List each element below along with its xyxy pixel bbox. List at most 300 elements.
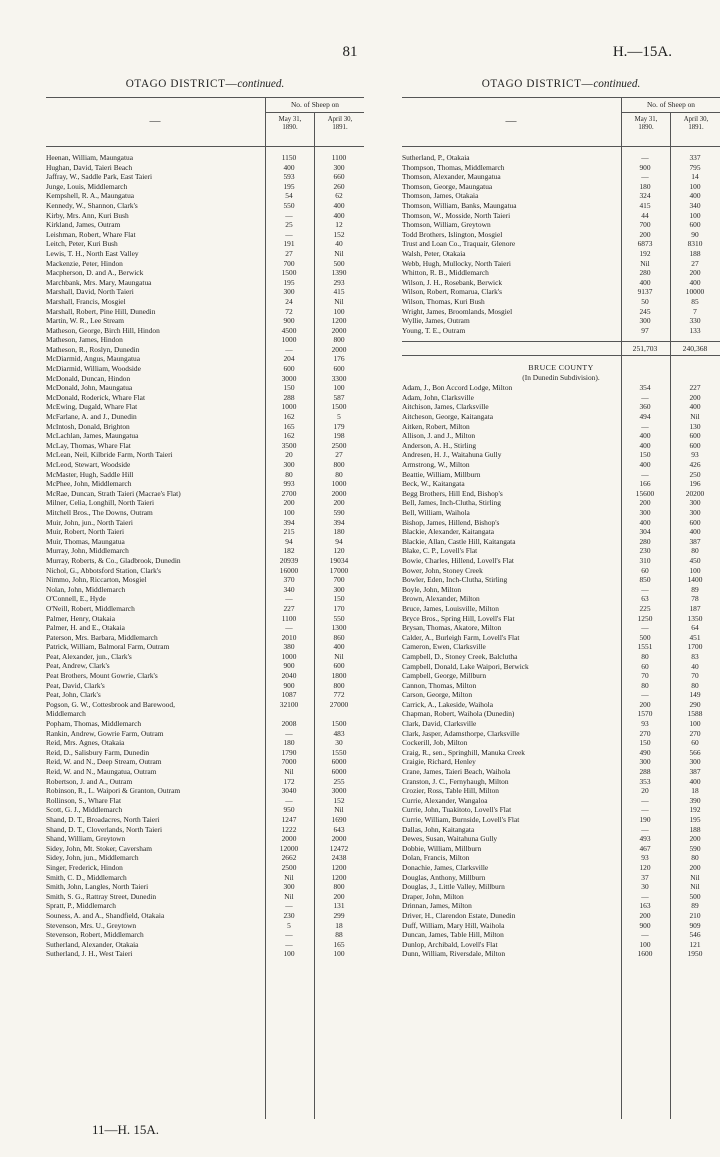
table-row [46, 748, 364, 758]
owner-name: Muir, Robert, North Taieri [46, 527, 125, 537]
table-row [402, 873, 720, 883]
sheep-1890: 16000 [279, 565, 299, 575]
col-1891-header: April 30, 1891. [327, 116, 353, 131]
sheep-1890: 200 [639, 910, 651, 920]
sheep-1890: — [285, 594, 293, 604]
sheep-1891: 100 [689, 181, 701, 191]
table-row [46, 901, 364, 911]
table-row [402, 326, 720, 336]
owner-name: Sidey, John, Mt. Stoker, Caversham [46, 843, 152, 853]
owner-name: McDiarmid, William, Woodside [46, 364, 141, 374]
table-row [46, 652, 364, 662]
table-row [402, 748, 720, 758]
sheep-1891: 300 [689, 757, 701, 767]
sheep-1891: 860 [333, 632, 345, 642]
sheep-1890: — [641, 690, 649, 700]
owner-name: Scott, G. J., Middlemarch [46, 805, 123, 815]
sheep-1891: 89 [691, 584, 699, 594]
owner-name: Campbell, D., Stoney Creek, Balclutha [402, 651, 518, 661]
owner-name: Martin, W. R., Lee Stream [46, 316, 124, 326]
owner-name: Armstrong, W., Milton [402, 460, 470, 470]
table-row [46, 393, 364, 403]
sheep-1890: — [641, 795, 649, 805]
owner-name: Marshall, Francis, Mosgiel [46, 296, 126, 306]
table-row [46, 882, 364, 892]
table-row [46, 940, 364, 950]
table-row [402, 402, 720, 412]
sheep-1891: 2000 [331, 344, 347, 354]
sheep-1890: 300 [283, 287, 295, 297]
owner-name: Campbell, Donald, Lake Waipori, Berwick [402, 661, 529, 671]
sheep-1890: 200 [639, 229, 651, 239]
table-row [402, 738, 720, 748]
owner-name: Reid, Mrs. Agnes, Otakaia [46, 738, 125, 748]
owner-name: Wilson, J. H., Rosebank, Berwick [402, 277, 503, 287]
sheep-1890: 1551 [637, 642, 653, 652]
owner-name: Spratt, P., Middlemarch [46, 901, 116, 911]
table-row [46, 623, 364, 633]
table-row [46, 681, 364, 691]
owner-name: Nolan, John, Middlemarch [46, 584, 126, 594]
table-row [402, 441, 720, 451]
table-row [402, 566, 720, 576]
sheep-1890: Nil [284, 872, 294, 882]
sheep-1891: 390 [689, 795, 701, 805]
sheep-1891: 85 [691, 296, 699, 306]
sheep-1890: 60 [641, 565, 649, 575]
table-row [46, 316, 364, 326]
owner-name: Reid, D., Salisbury Farm, Dunedin [46, 747, 150, 757]
owner-name: Reid, W. and N., Deep Stream, Outram [46, 757, 162, 767]
sheep-1890: 400 [639, 431, 651, 441]
table-row [402, 825, 720, 835]
owner-name: Popham, Thomas, Middlemarch [46, 719, 142, 729]
sheep-1891: 179 [333, 421, 345, 431]
table-row [46, 422, 364, 432]
sheep-1891: 188 [689, 248, 701, 258]
table-row [46, 307, 364, 317]
owner-name: Paterson, Mrs. Barbara, Middlemarch [46, 632, 158, 642]
owner-name: McMaster, Hugh, Saddle Hill [46, 469, 134, 479]
sheep-1891: 400 [689, 191, 701, 201]
sheep-1890: 288 [639, 767, 651, 777]
sheep-1890: — [641, 584, 649, 594]
sheep-1890: 310 [639, 555, 651, 565]
sheep-1890: 340 [283, 584, 295, 594]
table-row [402, 652, 720, 662]
table-row [46, 853, 364, 863]
owner-name: Heenan, William, Maungatua [46, 153, 133, 162]
owner-name: Marshall, Robert, Pine Hill, Dunedin [46, 306, 156, 316]
sheep-1890: — [641, 392, 649, 402]
owner-name: Thomson, William, Banks, Maungatua [402, 200, 517, 210]
sheep-1891: 40 [335, 239, 343, 249]
table-row [46, 709, 364, 719]
sheep-1890: 700 [283, 258, 295, 268]
owner-name: Leitch, Peter, Kuri Bush [46, 239, 118, 249]
owner-name: Lewis, T. H., North East Valley [46, 248, 139, 258]
sheep-1891: 200 [333, 498, 345, 508]
table-header [402, 97, 720, 147]
sheep-1890: 2000 [281, 834, 297, 844]
table-row [46, 335, 364, 345]
owner-name: McLeod, Stewart, Woodside [46, 460, 131, 469]
table-row [402, 163, 720, 173]
sheep-1891: 170 [333, 603, 345, 613]
table-row [402, 844, 720, 854]
owners-table [402, 153, 720, 959]
sheep-1891: 27 [691, 258, 699, 268]
sheep-1890: 2040 [281, 671, 297, 681]
sheep-1890: — [285, 210, 293, 220]
sheep-1891: 415 [333, 287, 345, 297]
sheep-1890: 180 [283, 738, 295, 748]
owner-name: Dobbie, William, Millburn [402, 843, 482, 853]
owner-name: Wright, James, Broomlands, Mosgiel [402, 306, 513, 316]
sheep-1890: 195 [283, 181, 295, 191]
sheep-1890: 2010 [281, 632, 297, 642]
owner-name: Dunlop, Archibald, Lovell's Flat [402, 939, 498, 949]
sheep-1890: 20 [641, 786, 649, 796]
sheep-1891: 590 [333, 507, 345, 517]
sheep-1890: 1600 [637, 949, 653, 959]
sheep-1890: 150 [283, 383, 295, 393]
table-row [402, 853, 720, 863]
sheep-1891: 500 [333, 258, 345, 268]
sheep-1891: 795 [689, 162, 701, 172]
sheep-1890: 288 [283, 392, 295, 402]
sheep-1890: 467 [639, 843, 651, 853]
sheep-1891: 1200 [331, 872, 347, 882]
table-row [46, 249, 364, 259]
sheep-1891: 566 [689, 747, 701, 757]
table-row [46, 268, 364, 278]
sheep-1891: 100 [333, 383, 345, 393]
sheep-1891: 64 [691, 623, 699, 633]
sheep-1891: 1690 [331, 814, 347, 824]
owner-name: Blackie, Alexander, Kaitangata [402, 527, 495, 537]
sheep-1890: 195 [283, 277, 295, 287]
sheep-1890: 1087 [281, 690, 297, 700]
sheep-count-header: No. of Sheep on [290, 100, 340, 109]
sheep-1890: — [285, 728, 293, 738]
owner-name: Palmer, H. and E., Otakaia [46, 623, 125, 633]
sheep-1891: 550 [333, 613, 345, 623]
owner-name: Thomson, George, Maungatua [402, 181, 493, 191]
sheep-1891: 18 [335, 920, 343, 930]
owner-name: Currie, William, Burnside, Lovell's Flat [402, 815, 520, 824]
owner-name: Patrick, William, Balmoral Farm, Outram [46, 642, 170, 652]
sheep-1890: Nil [640, 258, 650, 268]
owner-name: McDonald, Duncan, Hindon [46, 373, 131, 383]
table-row [46, 566, 364, 576]
sheep-1891: 300 [689, 508, 701, 517]
sheep-1891: 255 [333, 776, 345, 786]
sheep-1891: 152 [333, 229, 345, 239]
sheep-1891: 1950 [687, 949, 703, 959]
table-row [402, 307, 720, 317]
sheep-1891: Nil [334, 805, 344, 815]
table-row [402, 623, 720, 633]
owner-name: Allison, J. and J., Milton [402, 431, 476, 441]
sheep-1890: 80 [641, 680, 649, 690]
owner-name: Souness, A. and A., Shandfield, Otakaia [46, 910, 165, 920]
sheep-1891: 660 [333, 172, 345, 182]
owner-name: Muir, John, jun., North Taieri [46, 517, 133, 527]
owner-name: Draper, John, Milton [402, 891, 464, 901]
sheep-1890: 280 [639, 268, 651, 278]
table-row [46, 297, 364, 307]
table-row [402, 249, 720, 259]
document-reference: H.—15A. [612, 44, 672, 60]
sheep-1890: — [285, 930, 293, 940]
owner-name: Murray, Roberts, & Co., Gladbrook, Dunedin [46, 555, 181, 565]
owner-name: Adam, John, Clarksville [402, 392, 474, 402]
owner-name: McLay, Thomas, Whare Flat [46, 440, 131, 450]
sheep-1891: 90 [691, 229, 699, 239]
sheep-1891: 7 [693, 306, 697, 316]
owner-name: McPhee, John, Middlemarch [46, 479, 132, 489]
sheep-1891: 3000 [331, 786, 347, 796]
sheep-1890: 900 [283, 661, 295, 671]
sheep-1890: — [641, 421, 649, 431]
sheep-1891: 400 [333, 210, 345, 220]
sheep-1890: 1100 [281, 613, 297, 623]
table-row [46, 345, 364, 355]
sheep-1891: 100 [689, 565, 701, 575]
table-row [46, 738, 364, 748]
sheep-1891: 6000 [331, 757, 347, 767]
owner-name: Reid, W. and N., Maungatua, Outram [46, 767, 157, 776]
sheep-1891: 40 [691, 661, 699, 671]
table-row [46, 556, 364, 566]
sheep-1891: 400 [333, 200, 345, 210]
table-row [402, 594, 720, 604]
sheep-1890: 2662 [281, 853, 297, 863]
table-row [46, 575, 364, 585]
owner-name: McDonald, Roderick, Whare Flat [46, 392, 145, 402]
sheep-1891: 120 [333, 546, 345, 556]
sheep-1890: 27 [285, 248, 293, 258]
sheep-1891: 100 [333, 306, 345, 316]
table-row [402, 230, 720, 240]
table-row [402, 239, 720, 249]
sheep-1890: 300 [639, 757, 651, 767]
sheep-1890: 1222 [281, 824, 297, 834]
sheep-1890: — [641, 623, 649, 633]
table-row [46, 498, 364, 508]
sheep-1891: 600 [689, 431, 701, 441]
sheep-1891: 12 [335, 220, 343, 230]
owner-name: Blackie, Allan, Castle Hill, Kaitangata [402, 536, 516, 546]
owner-name: Junge, Louis, Middlemarch [46, 181, 128, 191]
owner-name: Calder, A., Burleigh Farm, Lovell's Flat [402, 632, 520, 642]
col-1890-header: May 31, 1890. [278, 116, 302, 131]
owner-name: Driver, H., Clarendon Estate, Dunedin [402, 910, 516, 920]
sheep-1891: 200 [689, 392, 701, 402]
sheep-1890: 230 [639, 546, 651, 556]
sheep-1890: 415 [639, 200, 651, 210]
sheep-1891: 2500 [331, 440, 347, 450]
total-1891: 240,368 [682, 344, 708, 354]
owner-name: Duff, William, Mary Hill, Waihola [402, 920, 505, 930]
sheep-1890: 162 [283, 412, 295, 422]
owner-name: Brown, Alexander, Milton [402, 594, 480, 604]
sheep-1890: — [641, 891, 649, 901]
sheep-1890: 7000 [281, 757, 297, 767]
table-row [402, 815, 720, 825]
sheep-1891: 152 [333, 795, 345, 805]
owner-name: Kennedy, W., Shannon, Clark's [46, 200, 138, 210]
table-row [402, 460, 720, 470]
owner-name: Mitchell Bros., The Downs, Outram [46, 507, 153, 517]
sheep-1890: 227 [283, 603, 295, 613]
table-row [402, 259, 720, 269]
owner-name: McDiarmid, Angus, Maungatua [46, 354, 141, 364]
table-row [402, 268, 720, 278]
table-row [402, 489, 720, 499]
owner-name: Donachie, James, Clarksville [402, 862, 489, 872]
sheep-1890: 1000 [281, 402, 297, 412]
owner-name: Dunn, William, Riversdale, Milton [402, 949, 506, 959]
sheep-1891: 27 [335, 450, 343, 460]
table-row [46, 930, 364, 940]
owner-name: Peat Brothers, Mount Gowrie, Clark's [46, 671, 158, 681]
table-row [46, 604, 364, 614]
owner-name: Jaffray, W., Saddle Park, East Taieri [46, 172, 153, 182]
owner-name: Sidey, John, jun., Middlemarch [46, 853, 139, 863]
owner-name: Stevenson, Robert, Middlemarch [46, 930, 144, 940]
owner-name: Thomson, William, Greytown [402, 220, 491, 230]
owner-name: Rankin, Andrew, Gowrie Farm, Outram [46, 728, 164, 738]
owner-name: Duncan, James, Table Hill, Milton [402, 930, 504, 940]
name-column-header: — [149, 115, 161, 127]
sheep-1891: 1300 [331, 623, 347, 633]
sheep-1891: 180 [333, 527, 345, 537]
sheep-1891: 20200 [685, 488, 705, 498]
sheep-1891: 133 [689, 325, 701, 335]
owner-name: McRae, Duncan, Strath Taieri (Macrae's Flat) [46, 488, 181, 498]
owner-name: Douglas, Anthony, Millburn [402, 872, 486, 882]
table-row [46, 729, 364, 739]
sheep-1890: 32100 [279, 699, 299, 709]
table-row [46, 911, 364, 921]
sheep-1890: 80 [285, 469, 293, 479]
sheep-1890: 94 [285, 536, 293, 546]
table-row [402, 709, 720, 719]
owner-name: O'Neill, Robert, Middlemarch [46, 603, 135, 613]
table-row [46, 470, 364, 480]
section-title: BRUCE COUNTY [528, 363, 594, 373]
owner-name: Leishman, Robert, Whare Flat [46, 229, 136, 239]
table-row [402, 662, 720, 672]
sheep-1891: 2438 [331, 853, 347, 863]
table-row [46, 364, 364, 374]
sheep-1890: 370 [283, 575, 295, 585]
sheep-1891: 200 [333, 891, 345, 901]
sheep-1890: 1500 [281, 268, 297, 278]
sheep-1890: 60 [641, 661, 649, 671]
sheep-1890: 300 [639, 508, 651, 517]
sheep-1891: 1200 [331, 862, 347, 872]
owner-name: Cranston, J. C., Fernyhaugh, Milton [402, 776, 509, 786]
owner-name: Begg Brothers, Hill End, Bishop's [402, 488, 503, 498]
table-row [402, 412, 720, 422]
sheep-1890: 230 [283, 910, 295, 920]
table-row [402, 949, 720, 959]
table-row [402, 863, 720, 873]
owner-name: Peat, John, Clark's [46, 690, 101, 700]
owner-name: Chapman, Robert, Waihola (Dunedin) [402, 709, 515, 719]
sheep-1890: 550 [283, 200, 295, 210]
sheep-1891: 600 [689, 220, 701, 230]
owner-name: Bowie, Charles, Hillend, Lovell's Flat [402, 555, 514, 565]
sheep-1890: 100 [639, 939, 651, 949]
sheep-1890: 37 [641, 872, 649, 882]
table-row [402, 585, 720, 595]
sheep-1890: 400 [639, 277, 651, 287]
owner-name: McEwing, Dugald, Whare Flat [46, 402, 138, 412]
owner-name: Robertson, J. and A., Outram [46, 776, 133, 786]
owner-name: Trust and Loan Co., Traquair, Glenore [402, 239, 516, 249]
total-row [402, 341, 720, 356]
sheep-1891: 6000 [331, 767, 347, 776]
sheep-1890: 270 [639, 728, 651, 738]
sheep-1890: 166 [639, 479, 651, 489]
owner-name: Bell, William, Waihola [402, 508, 470, 517]
sheep-1891: 80 [691, 546, 699, 556]
sheep-1890: 200 [283, 498, 295, 508]
owner-name: Shand, D. T., Broadacres, North Taieri [46, 814, 160, 824]
table-row [46, 383, 364, 393]
table-row [402, 614, 720, 624]
owner-name: Thomson, W., Mosside, North Taieri [402, 210, 511, 220]
sheep-1891: 330 [689, 316, 701, 326]
sheep-1890: 5 [287, 920, 291, 930]
sheep-1890: 163 [639, 901, 651, 911]
table-row [46, 278, 364, 288]
owner-name: Shand, William, Greytown [46, 834, 126, 844]
owners-table [46, 153, 364, 959]
sheep-1891: 400 [689, 527, 701, 537]
sheep-1891: 600 [689, 440, 701, 450]
table-row [402, 316, 720, 326]
sheep-1890: — [285, 623, 293, 633]
sheep-1891: 60 [691, 738, 699, 748]
table-row [402, 211, 720, 221]
owner-name: Carson, George, Milton [402, 690, 473, 700]
owner-name: Cannon, Thomas, Milton [402, 680, 477, 690]
district-heading: OTAGO DISTRICT—continued. [125, 78, 285, 90]
sheep-1891: 400 [689, 776, 701, 786]
sheep-1890: 6873 [637, 239, 653, 249]
owner-name: Matheson, R., Roslyn, Dunedin [46, 344, 140, 354]
sheep-1890: — [641, 930, 649, 940]
table-row [46, 220, 364, 230]
sheep-1891: 909 [689, 920, 701, 930]
owner-name: Cockerill, Job, Milton [402, 738, 468, 748]
sheep-1890: 24 [285, 296, 293, 306]
sheep-1891: 299 [333, 910, 345, 920]
owner-name: Currie, John, Tuakitoto, Lovell's Flat [402, 805, 512, 815]
sheep-1890: 1790 [281, 747, 297, 757]
sheep-1891: 17000 [329, 565, 349, 575]
sheep-1891: 200 [689, 268, 701, 278]
table-row [402, 422, 720, 432]
table-header [46, 97, 364, 147]
owner-name: Wyllie, James, Outram [402, 316, 470, 326]
table-row [402, 911, 720, 921]
